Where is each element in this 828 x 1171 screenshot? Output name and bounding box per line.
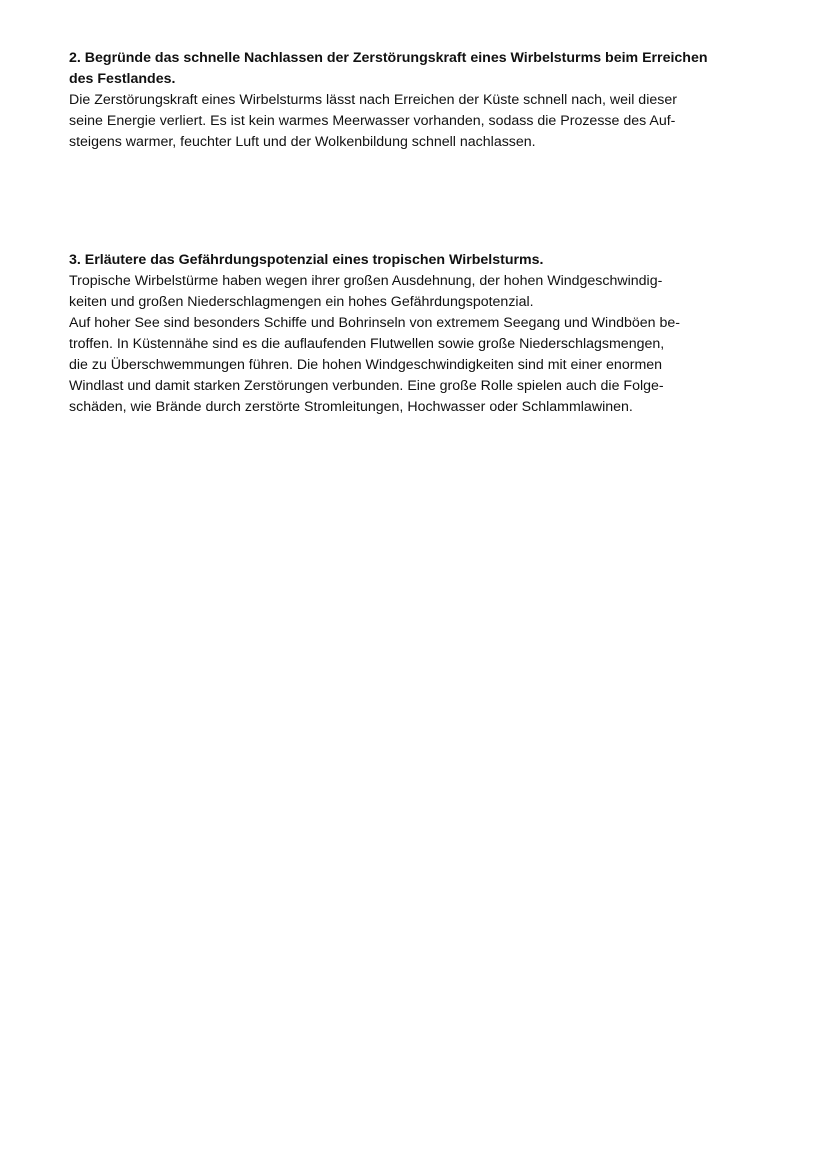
question-2-heading-line-1: 2. Begründe das schnelle Nachlassen der Zerstörungskraft eines Wirbelsturms beim Erreichen bbox=[69, 50, 708, 66]
question-3-answer-line-1: Tropische Wirbelstürme haben wegen ihrer großen Ausdehnung, der hohen Windgeschwindig- bbox=[69, 273, 663, 289]
question-2-answer-line-2: seine Energie verliert. Es ist kein warmes Meerwasser vorhanden, sodass die Prozesse des Auf- bbox=[69, 113, 676, 129]
question-2-section bbox=[69, 48, 749, 153]
question-3-answer-line-6: Windlast und damit starken Zerstörungen verbunden. Eine große Rolle spielen auch die Folge- bbox=[69, 378, 664, 394]
question-3-answer-line-3: Auf hoher See sind besonders Schiffe und Bohrinseln von extremem Seegang und Windböen be- bbox=[69, 315, 680, 331]
question-2-heading-line-2: des Festlandes. bbox=[69, 71, 176, 87]
question-3-heading-line-1: 3. Erläutere das Gefährdungspotenzial eines tropischen Wirbelsturms. bbox=[69, 252, 544, 268]
question-3-answer-line-4: troffen. In Küstennähe sind es die auflaufenden Flutwellen sowie große Niederschlagsmengen, bbox=[69, 336, 665, 352]
question-3-answer-line-2: keiten und großen Niederschlagmengen ein hohes Gefährdungspotenzial. bbox=[69, 294, 534, 310]
question-2-answer-line-1: Die Zerstörungskraft eines Wirbelsturms lässt nach Erreichen der Küste schnell nach, weil dieser bbox=[69, 92, 677, 108]
question-3-answer-line-7: schäden, wie Brände durch zerstörte Stromleitungen, Hochwasser oder Schlammlawinen. bbox=[69, 399, 633, 415]
question-3-answer-line-5: die zu Überschwemmungen führen. Die hohen Windgeschwindigkeiten sind mit einer enormen bbox=[69, 357, 663, 373]
question-2-answer-line-3: steigens warmer, feuchter Luft und der Wolkenbildung schnell nachlassen. bbox=[69, 134, 536, 150]
question-3-section bbox=[69, 250, 749, 418]
